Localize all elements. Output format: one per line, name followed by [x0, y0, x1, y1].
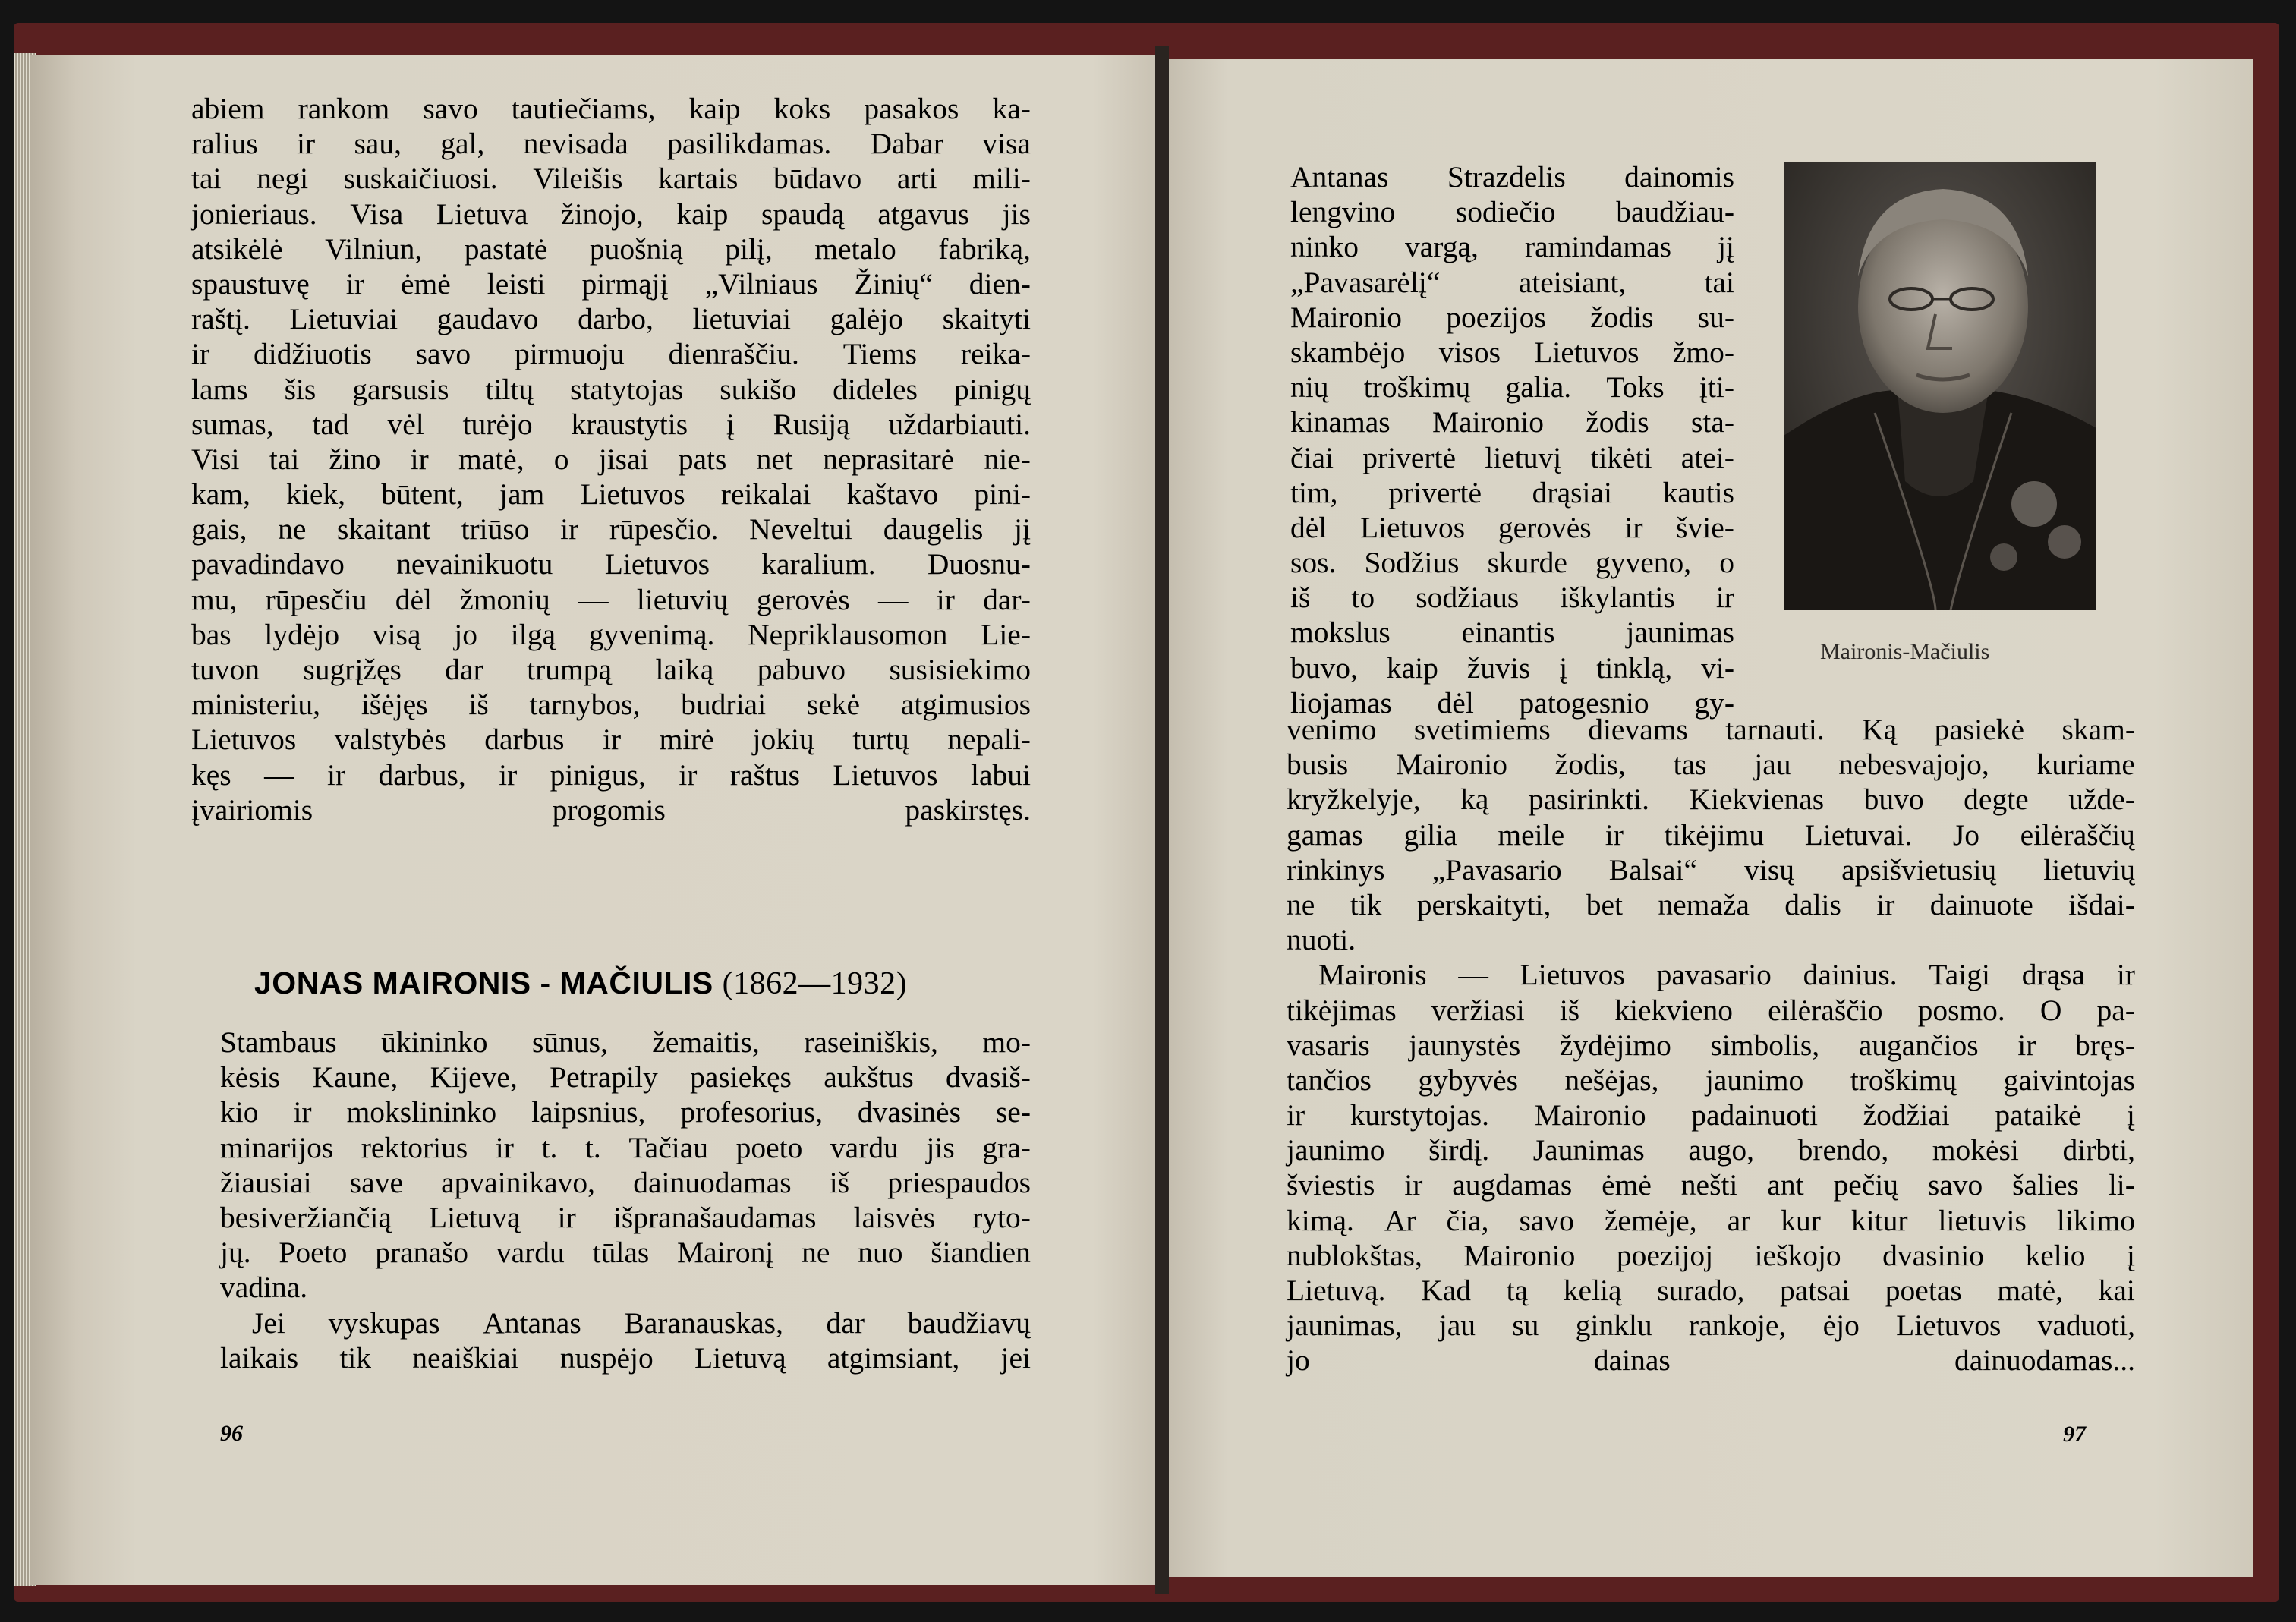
text-line: ne tik perskaityti, bet nemaža dalis ir dainuote išdai-	[1287, 887, 2135, 921]
text-line: ministeriu, išėjęs iš tarnybos, budriai sekė atgimusios	[191, 688, 1031, 722]
text-line: Lietuvą. Kad tą kelią surado, patsai poetas matė, kai	[1287, 1274, 2135, 1307]
heading-name: JONAS MAIRONIS - MAČIULIS	[254, 965, 713, 1000]
text-line: kinamas Maironio žodis sta-	[1290, 405, 1734, 439]
text-line: besiveržiančią Lietuvą ir išpranašaudamas laisvės ryto-	[220, 1200, 1031, 1234]
page-number-left: 96	[220, 1421, 243, 1446]
text-line: tikėjimas veržiasi iš kiekvieno eilėraščio posmo. O pa-	[1287, 993, 2135, 1027]
text-line: dėl Lietuvos gerovės ir švie-	[1290, 510, 1734, 544]
text-line: mokslus einantis jaunimas	[1290, 616, 1734, 650]
text-line: sos. Sodžius skurde gyveno, o	[1290, 546, 1734, 580]
text-line: ir kurstytojas. Maironio padainuoti žodžiai pataikė į	[1287, 1098, 2135, 1132]
text-line: jaunimas, jau su ginklu rankoje, ėjo Lietuvos vaduoti,	[1287, 1309, 2135, 1343]
text-line: gais, ne skaitant triūso ir rūpesčio. Neveltui daugelis jį	[191, 512, 1031, 546]
text-line: Lietuvos valstybės darbus ir mirė jokių turtų nepali-	[191, 723, 1031, 757]
heading-years: (1862—1932)	[722, 966, 908, 1001]
text-line: sumas, tad vėl turėjo kraustytis į Rusiją uždarbiauti.	[191, 407, 1031, 441]
text-line: jų. Poeto pranašo vardu tūlas Maironį ne nuo šiandien	[220, 1236, 1031, 1270]
text-line: ninko vargą, ramindamas jį	[1290, 230, 1734, 264]
text-line: atsikėlė Vilniun, pastatė puošnią pilį, metalo fabriką,	[191, 231, 1031, 266]
text-line: ralius ir sau, gal, nevisada pasilikdamas. Dabar visa	[191, 127, 1031, 161]
text-line: Visi tai žino ir matė, o jisai pats net neprasitarė nie-	[191, 442, 1031, 476]
text-line: nuoti.	[1287, 923, 1356, 957]
text-line: tai negi suskaičiuosi. Vileišis kartais būdavo arti mili-	[191, 162, 1031, 196]
text-line: spaustuvę ir ėmė leisti pirmąjį „Vilniaus Žinių“ dien-	[191, 266, 1031, 301]
text-line: Maironio poezijos žodis su-	[1290, 300, 1734, 334]
text-line: jo dainas dainuodamas...	[1287, 1343, 2135, 1378]
text-line: bas lydėjo visą jo ilgą gyvenimą. Nepriklausomon Lie-	[191, 617, 1031, 651]
text-line: mu, rūpesčiu dėl žmonių — lietuvių gerovės — ir dar-	[191, 582, 1031, 616]
text-line: jonieriaus. Visa Lietuva žinojo, kaip spaudą atgavus jis	[191, 197, 1031, 231]
text-line: įvairiomis progomis paskirstęs.	[191, 792, 1031, 827]
text-line: rinkinys „Pavasario Balsai“ visų apsišvietusių lietuvių	[1287, 852, 2135, 887]
portrait-image	[1784, 162, 2096, 610]
text-line: busis Maironio žodis, tas jau nebesvajojo, kuriame	[1287, 748, 2135, 782]
text-line: jaunimo širdį. Jaunimas augo, brendo, mokėsi dirbti,	[1287, 1133, 2135, 1167]
text-line: Maironis — Lietuvos pavasario dainius. Taigi drąsa ir	[1318, 958, 2135, 992]
text-line: laikais tik neaiškiai nuspėjo Lietuvą atgimsiant, jei	[220, 1340, 1031, 1375]
book-spine	[1155, 46, 1169, 1594]
right-column-text	[1290, 159, 1734, 720]
text-line: ir didžiuotis savo pirmuoju dienraščiu. Tiems reika-	[191, 337, 1031, 371]
section-heading	[254, 965, 907, 1002]
text-line: buvo, kaip žuvis į tinklą, vi-	[1290, 650, 1734, 685]
right-full-text	[1287, 712, 2135, 1378]
text-line: vadina.	[220, 1271, 308, 1305]
text-line: Stambaus ūkininko sūnus, žemaitis, raseiniškis, mo-	[220, 1025, 1031, 1059]
text-line: lams šis garsusis tiltų statytojas sukišo dideles pinigų	[191, 372, 1031, 406]
text-line: vasaris jaunystės žydėjimo simbolis, augančios ir bręs-	[1287, 1028, 2135, 1062]
text-line: skambėjo visos Lietuvos žmo-	[1290, 335, 1734, 369]
text-line: tančios gybyvės nešėjas, jaunimo troškimų gaivintojas	[1287, 1063, 2135, 1097]
text-line: kam, kiek, būtent, jam Lietuvos reikalai kaštavo pini-	[191, 477, 1031, 512]
text-line: pavadindavo nevainikuotu Lietuvos karalium. Duosnu-	[191, 547, 1031, 581]
text-line: minarijos rektorius ir t. t. Tačiau poeto vardu jis gra-	[220, 1130, 1031, 1164]
page-number-right: 97	[2063, 1422, 2086, 1447]
text-line: tuvon sugrįžęs dar trumpą laiką pabuvo susisiekimo	[191, 653, 1031, 686]
text-line: tim, privertė drąsiai kautis	[1290, 475, 1734, 509]
text-line: Jei vyskupas Antanas Baranauskas, dar baudžiavų	[252, 1305, 1031, 1340]
left-paragraph-2	[220, 1025, 1031, 1375]
text-line: liojamas dėl patogesnio gy-	[1290, 685, 1734, 720]
photo-caption: Maironis-Mačiulis	[1820, 639, 1990, 664]
text-line: nių troškimų galia. Toks įti-	[1290, 370, 1734, 405]
text-line: kimą. Ar čia, savo žemėje, ar kur kitur lietuvis likimo	[1287, 1203, 2135, 1237]
text-line: čiai privertė lietuvį tikėti atei-	[1290, 440, 1734, 474]
text-line: lengvino sodiečio baudžiau-	[1290, 195, 1734, 229]
text-line: nublokštas, Maironio poezijoj ieškojo dvasinio kelio į	[1287, 1238, 2135, 1272]
text-line: „Pavasarėlį“ ateisiant, tai	[1290, 265, 1734, 299]
text-line: kėsis Kaune, Kijeve, Petrapily pasiekęs aukštus dvasiš-	[220, 1060, 1031, 1094]
portrait-photo	[1784, 162, 2096, 610]
left-paragraph-1	[191, 91, 1031, 827]
text-line: gamas gilia meile ir tikėjimu Lietuvai. Jo eilėraščių	[1287, 817, 2135, 852]
text-line: raštį. Lietuviai gaudavo darbo, lietuviai galėjo skaityti	[191, 302, 1031, 336]
text-line: šviestis ir augdamas ėmė nešti ant pečių savo šalies li-	[1287, 1168, 2135, 1202]
text-line: venimo svetimiems dievams tarnauti. Ką pasiekė skam-	[1287, 713, 2135, 746]
text-line: kio ir mokslininko laipsnius, profesorius, dvasinės se-	[220, 1095, 1031, 1129]
text-line: žiausiai save apvainikavo, dainuodamas iš priespaudos	[220, 1165, 1031, 1199]
text-line: Antanas Strazdelis dainomis	[1290, 160, 1734, 194]
text-line: kryžkelyje, ką pasirinkti. Kiekvienas buvo degte užde-	[1287, 783, 2135, 817]
text-line: kęs — ir darbus, ir pinigus, ir raštus Lietuvos labui	[191, 757, 1031, 792]
text-line: abiem rankom savo tautiečiams, kaip koks pasakos ka-	[191, 92, 1031, 125]
text-line: iš to sodžiaus iškylantis ir	[1290, 581, 1734, 615]
